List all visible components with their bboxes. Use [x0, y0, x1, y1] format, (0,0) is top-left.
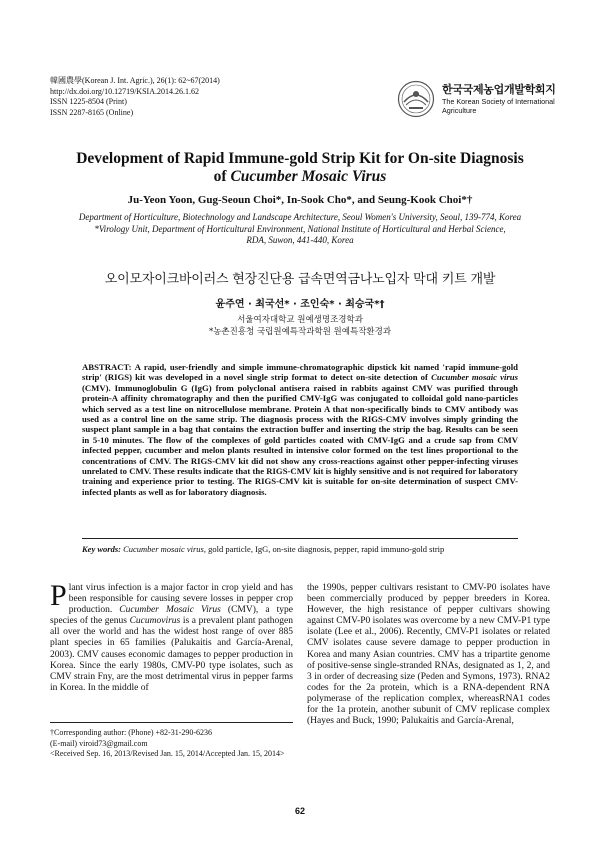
korean-affiliations: [40, 314, 560, 338]
affiliation-2: *Virology Unit, Department of Horticultural Environment, National Institute of Horticultural and Herbal Science,: [94, 223, 506, 234]
footnote-email[interactable]: (E-mail) viroid73@gmail.com: [50, 738, 148, 748]
society-block: [396, 78, 566, 120]
affiliation-3: RDA, Suwon, 441-440, Korea: [246, 235, 354, 245]
society-seal-logo-icon: [396, 80, 436, 118]
korean-affiliation-1: 서울여자대학교 원예생명조경학과: [237, 315, 363, 325]
footnote-corresponding: †Corresponding author: (Phone) +82-31-290-6236: [50, 728, 213, 737]
footnote-divider: [50, 722, 293, 723]
korean-title: 오이모자이크바이러스 현장진단용 급속면역금나노입자 막대 키트 개발: [104, 272, 496, 287]
keywords: [82, 544, 518, 554]
korean-affiliation-2: *농촌진흥청 국립원예특작과학원 원예특작환경과: [208, 327, 392, 337]
body-left-italic-2: Cucumovirus: [129, 616, 181, 627]
abstract-text-1: A rapid, user-friendly and simple immune-chromatographic dipstick kit named 'rapid immune-gold strip' (RIGS) kit was developed in a novel single strip format to detect on-site detection of: [82, 362, 518, 383]
body-left-italic-1: Cucumber Mosaic Virus: [119, 605, 221, 616]
abstract-text-2: (CMV). Immunoglobulin G (IgG) from polyclonal antisera raised in rabbits against CMV was purified through protein-A affinity chromatography and then the purified CMV-IgG was conjugated to colloidal gold nano-particles which served as a test line on nitrocellulose membrane. Protein A that non-specifically binds to CMV antibody was used as a control line on the same strip. The diagnosis process with the RIGS-CMV involves simply grinding the suspect plant sample in a bag that contains the extraction buffer and inserting the strip the bag. Results can be seen in 5-10 minutes. The flow of the complexes of gold particles coated with CMV-IgG and a crude sap from CMV infected pepper, cucumber and melon plants resulted in intensive color formed on the test lines proportional to the concentrations of CMV. The RIGS-CMV kit did not show any cross-reactions against other pepper-infecting viruses unrelated to CMV. These results indicate that the RIGS-CMV kit is highly sensitive and is not required for laboratory training and experience prior to testing. The RIGS-CMV kit is suitable for on-site determination of suspect CMV-infected plants as well as for laboratory diagnosis.: [82, 382, 518, 497]
title-line-1: Development of Rapid Immune-gold Strip Kit for On-site Diagnosis: [76, 150, 524, 167]
journal-header: [50, 76, 220, 118]
society-english-name: The Korean Society of International Agriculture: [442, 97, 555, 115]
body-column-left: [50, 579, 293, 694]
abstract-virus-name: Cucumber mosaic virus: [431, 372, 518, 383]
keywords-rest: , gold particle, IgG, on-site diagnosis, pepper, rapid immuno-gold strip: [203, 544, 445, 554]
body-left-text-c: is a prevalent plant pathogen all over the world and has the widest host range of over 885 plant species in 65 families (Palukaitis and García-Arenal, 2003). CMV causes economic damages to pepper production in Korea. Since the early 1980s, CMV-P0 type isolates, such as CMV strain Fny, are the most detrimental virus in pepper farms in Korea. In the middle of: [50, 616, 293, 693]
article-title: [40, 150, 560, 186]
abstract-divider: [82, 538, 518, 539]
title-prefix: of: [213, 168, 231, 185]
title-virus-name: Cucumber Mosaic Virus: [230, 168, 387, 185]
author-list: Ju-Yeon Yoon, Gug-Seoun Choi*, In-Sook Cho*, and Seung-Kook Choi*†: [127, 194, 473, 206]
abstract-label: ABSTRACT:: [82, 362, 132, 372]
issn-online: ISSN 2287-8165 (Online): [50, 107, 134, 117]
korean-authors: 윤주연 · 최국선* · 조인숙* · 최승국*†: [215, 299, 385, 310]
footnote-dates: <Received Sep. 16, 2013/Revised Jan. 15, 2014/Accepted Jan. 15, 2014>: [50, 749, 285, 758]
affiliation-1: Department of Horticulture, Biotechnology and Landscape Architecture, Seoul Women's University, Seoul, 139-774, Korea: [78, 212, 522, 222]
title-line-2: [40, 168, 560, 186]
body-left-text-a: lant virus infection is a major factor in crop yield and has been responsible for causing severe losses in pepper crop production.: [68, 583, 293, 616]
drop-cap: P: [50, 579, 67, 612]
page-number: 62: [294, 806, 305, 816]
body-left-text-b: (CMV), a type species of the genus: [50, 605, 293, 627]
issn-print: ISSN 1225-8504 (Print): [50, 97, 127, 106]
keywords-label: Key words:: [82, 544, 121, 554]
footnote: [50, 728, 300, 760]
affiliations: [40, 212, 560, 247]
abstract: [82, 362, 518, 497]
doi-link[interactable]: http://dx.doi.org/10.12719/KSIA.2014.26.1.62: [50, 86, 199, 96]
society-korean-name: 한국국제농업개발학회지: [442, 83, 556, 96]
body-column-right: the 1990s, pepper cultivars resistant to CMV-P0 isolates have been commercially produced by pepper breeders in Korea. However, the high resistance of pepper cultivars showing against CMV-P0 isolates was overcome by a new CMV-P1 type isolate (Lee et al., 2006). Recently, CMV-P1 isolates or related CMV isolates cause severe damage to pepper production in Korea and many Asian countries. CMV has a tripartite genome of positive-sense single-stranded RNAs, designated as 1, 2, and 3 in order of decreasing size (Peden and Symons, 1973). RNA2 codes for the 2a protein, which is a RNA-dependent RNA polymerase of the replication complex, whereasRNA1 codes for the 1a protein, another subunit of CMV replicase complex (Hayes and Buck, 1990; Palukaitis and García-Arenal,: [307, 583, 550, 727]
journal-citation: 韓國農學(Korean J. Int. Agric.), 26(1): 62~67(2014): [50, 76, 220, 85]
keywords-italic: Cucumber mosaic virus: [123, 544, 204, 554]
